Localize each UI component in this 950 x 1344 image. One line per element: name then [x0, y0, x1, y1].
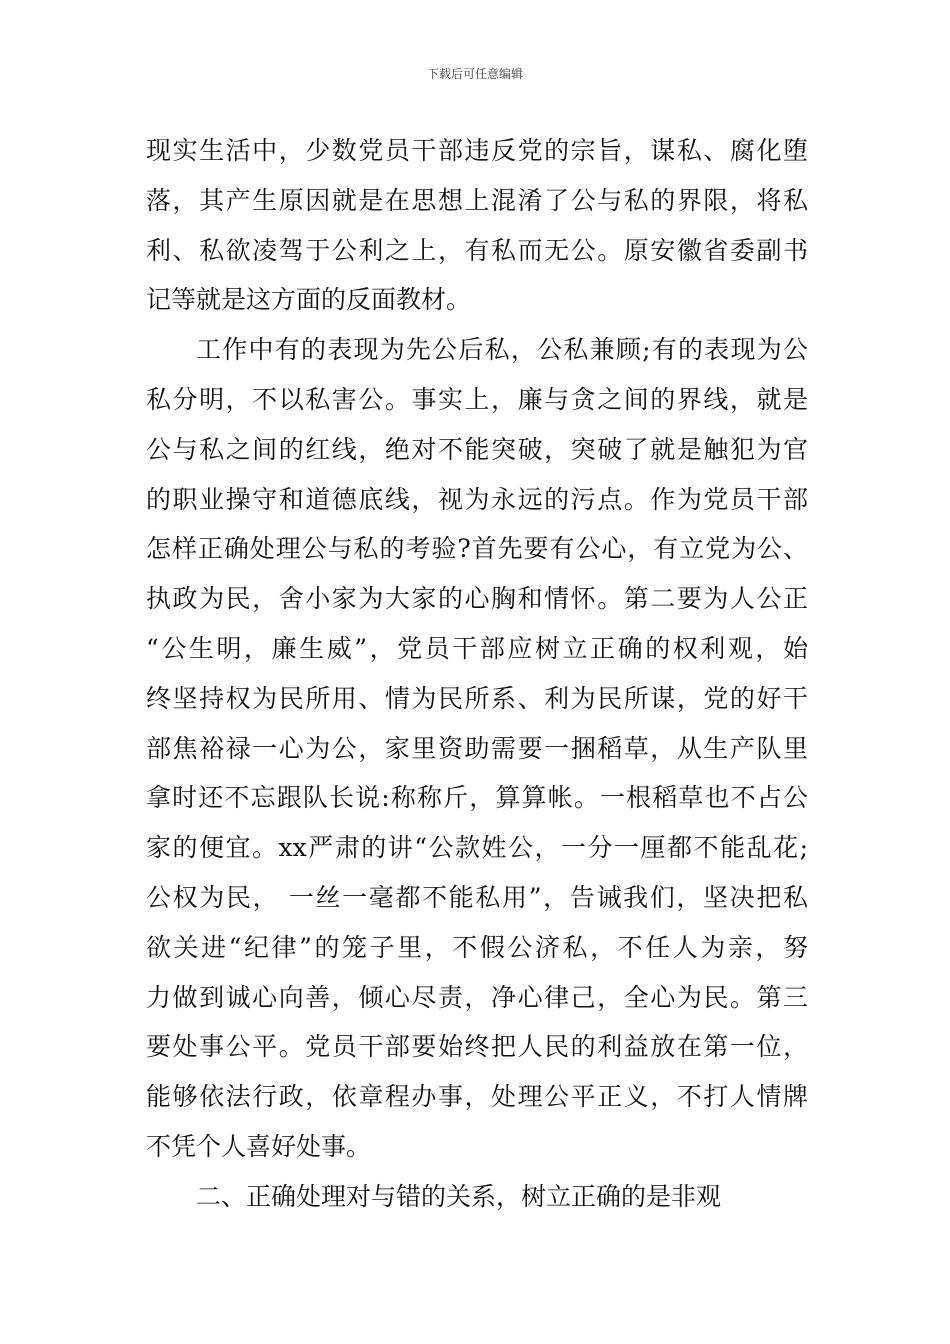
text-line: 公权为民， 一丝一毫都不能私用”，告诫我们，坚决把私: [146, 882, 808, 912]
text-line: 落，其产生原因就是在思想上混淆了公与私的界限，将私: [146, 185, 808, 215]
text-line: 私分明，不以私害公。事实上，廉与贪之间的界线，就是: [146, 384, 808, 414]
text-line: 的职业操守和道德底线，视为永远的污点。作为党员干部: [146, 484, 808, 514]
section-heading: 二、正确处理对与错的关系，树立正确的是非观: [196, 1181, 722, 1211]
text-line: 利、私欲凌驾于公利之上，有私而无公。原安徽省委副书: [146, 235, 808, 265]
text-line: 力做到诚心向善，倾心尽责，净心律己，全心为民。第三: [146, 982, 808, 1012]
text-line: 欲关进“纪律”的笼子里，不假公济私，不任人为亲，努: [146, 932, 808, 962]
text-line: “公生明，廉生威”，党员干部应树立正确的权利观，始: [146, 633, 808, 663]
text-line: 拿时还不忘跟队长说:称称斤，算算帐。一根稻草也不占公: [146, 783, 808, 813]
text-line: 怎样正确处理公与私的考验?首先要有公心，有立党为公、: [146, 534, 808, 564]
text-line: 部焦裕禄一心为公，家里资助需要一捆稻草，从生产队里: [146, 733, 808, 763]
text-line: 能够依法行政，依章程办事，处理公平正义，不打人情牌: [146, 1082, 808, 1112]
text-line: 执政为民，舍小家为大家的心胸和情怀。第二要为人公正: [146, 584, 808, 614]
page-header: 下载后可任意编辑: [426, 67, 523, 81]
text-line: 终坚持权为民所用、情为民所系、利为民所谋，党的好干: [146, 683, 808, 713]
text-line: 公与私之间的红线，绝对不能突破，突破了就是触犯为官: [146, 434, 808, 464]
text-line: 记等就是这方面的反面教材。: [146, 285, 472, 315]
text-line: 现实生活中，少数党员干部违反党的宗旨，谋私、腐化堕: [146, 136, 808, 165]
text-line: 要处事公平。党员干部要始终把人民的利益放在第一位，: [146, 1032, 808, 1062]
text-line: 不凭个人喜好处事。: [146, 1131, 372, 1161]
document-body: [146, 126, 808, 1222]
text-line: 工作中有的表现为先公后私，公私兼顾;有的表现为公: [196, 335, 808, 365]
text-line: 家的便宜。xx严肃的讲“公款姓公，一分一厘都不能乱花;: [146, 833, 808, 863]
